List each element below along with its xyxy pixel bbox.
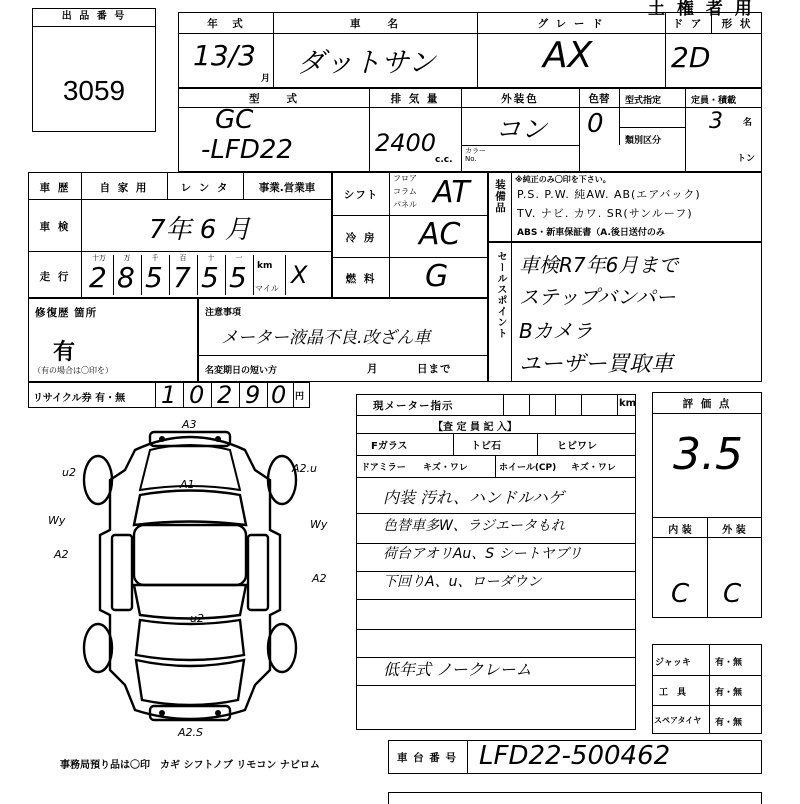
place-label-1k: 千 xyxy=(151,254,159,262)
shape-label: 形 状 xyxy=(721,18,753,30)
accessory-jack-value: 有・無 xyxy=(715,658,743,668)
history-inspection-table xyxy=(28,172,332,298)
chassis-label: 車 台 番 号 xyxy=(397,752,457,764)
place-label-100k: 十万 xyxy=(92,254,106,262)
model-label: 型 式 xyxy=(249,93,299,105)
mileage-digits xyxy=(85,253,325,297)
wheel-options: キズ・ワレ xyxy=(571,463,616,473)
interior-value: C xyxy=(671,579,690,609)
ton-unit: トン xyxy=(737,154,756,164)
mark-top: A3 xyxy=(182,418,197,431)
accessory-tool-label: 工 具 xyxy=(659,688,687,698)
meter-label: 現メーター指示 xyxy=(373,400,454,412)
rating-score: 3.5 xyxy=(673,429,743,480)
mileage-digit-1: 2 xyxy=(89,261,107,294)
inspector-note-3: 荷台アオリAu、S シートヤブリ xyxy=(383,546,583,562)
repair-history-box xyxy=(28,298,198,382)
glass-label: Fガラス xyxy=(371,441,408,452)
rating-box xyxy=(652,392,762,618)
exterior-value: C xyxy=(723,579,742,609)
month-unit: 月 xyxy=(261,74,271,84)
cc-unit: c.c. xyxy=(435,155,453,165)
color-label: 外装色 xyxy=(501,93,539,105)
lot-number-box xyxy=(32,8,156,132)
recycle-digit-3: 2 xyxy=(217,381,233,409)
sales-points-label: セールスポイント xyxy=(495,251,506,339)
model-table xyxy=(178,88,762,172)
shift-option-panel: パネル xyxy=(393,200,417,209)
name-change-month: 月 xyxy=(367,363,380,375)
equipment-note: ※純正のみ〇印を下さい。 xyxy=(515,175,611,184)
capacity-unit: 名 xyxy=(743,118,753,128)
chassis-box xyxy=(388,740,762,774)
equipment-line-1: P.S. P.W. 純AW. AB(エアバック) xyxy=(517,188,701,201)
vehicle-basic-table xyxy=(178,12,762,88)
inspection-value: 7年 6 月 xyxy=(149,215,251,245)
recycle-digit-2: 0 xyxy=(189,381,205,409)
color-no-label: カラー No. xyxy=(465,147,486,163)
sales-point-3: Bカメラ xyxy=(519,319,593,343)
place-label-10k: 万 xyxy=(123,254,131,262)
grade-label: グ レ ー ド xyxy=(537,18,605,30)
exterior-label: 外 装 xyxy=(722,525,746,536)
door-value: 2D xyxy=(671,41,711,74)
mile-unit: マイル xyxy=(255,284,279,293)
aircon-label: 冷 房 xyxy=(345,232,377,244)
mark-inner-front: A1 xyxy=(180,478,195,491)
car-name-label: 車 名 xyxy=(350,18,400,30)
fuel-label: 燃 料 xyxy=(345,273,377,285)
car-name-value: ダットサン xyxy=(297,46,436,79)
mark-left-side: A2 xyxy=(54,548,69,561)
capacity-value: 3 xyxy=(709,109,723,134)
mileage-digit-5: 5 xyxy=(201,261,219,294)
repair-history-note: （有の場合は〇印を） xyxy=(33,366,113,375)
equipment-line-2: TV. ナビ. カワ. SR(サンルーフ) xyxy=(517,207,693,220)
year-label: 年 式 xyxy=(207,18,245,30)
recycle-digit-5: 0 xyxy=(271,381,287,409)
mark-left-front-wheel: Wy xyxy=(48,514,66,527)
interior-label: 内 装 xyxy=(668,525,692,536)
accessories-box xyxy=(652,644,762,734)
mirror-options: キズ・ワレ xyxy=(423,463,468,473)
color-change-label: 色替 xyxy=(588,93,610,105)
accessory-spare-label: スペアタイヤ xyxy=(654,716,702,725)
notes-label: 注意事項 xyxy=(205,308,242,318)
meter-unit: km xyxy=(619,398,637,409)
repair-history-label: 修復歴 箇所 xyxy=(35,307,98,319)
notes-value: メーター液晶不良.改ざん車 xyxy=(221,328,431,348)
displacement-label: 排 気 量 xyxy=(390,93,440,105)
fuel-value: G xyxy=(425,259,449,294)
recycle-unit: 円 xyxy=(295,392,305,402)
history-option-private: 自 家 用 xyxy=(99,182,149,194)
history-option-rental: レ ン タ xyxy=(180,182,230,194)
equipment-box xyxy=(488,172,762,242)
sales-point-1: 車検R7年6月まで xyxy=(519,253,679,277)
capacity-label: 定員・積載 xyxy=(691,96,737,106)
type-spec-label: 型式指定 xyxy=(625,96,662,106)
shift-option-column: コラム xyxy=(393,187,417,196)
history-label: 車 歴 xyxy=(39,182,71,194)
inspector-note-1: 内装 汚れ、ハンドルハゲ xyxy=(383,488,564,507)
lot-number-label: 出 品 番 号 xyxy=(33,9,155,27)
shift-aircon-fuel-table xyxy=(332,172,488,298)
recycle-label: リサイクル券 有・無 xyxy=(33,393,126,404)
inspector-box xyxy=(356,394,636,730)
wheel-label: ホイール(CP) xyxy=(499,463,557,473)
inspector-note-6: 低年式 ノークレーム xyxy=(383,660,532,679)
inspector-note-4: 下回りA、u、ローダウン xyxy=(383,574,542,590)
sales-point-2: ステップバンパー xyxy=(519,285,676,309)
history-option-business: 事業.営業車 xyxy=(258,182,316,194)
car-damage-diagram xyxy=(40,410,350,750)
equipment-line-3: ABS・新車保証書（A.後日送付のみ xyxy=(517,228,665,238)
color-change-value: 0 xyxy=(587,109,604,139)
mileage-label: 走 行 xyxy=(39,271,71,283)
mark-top-left: u2 xyxy=(62,466,76,479)
model-value-line2: -LFD22 xyxy=(201,135,293,165)
inspection-label: 車 検 xyxy=(39,221,71,233)
recycle-digit-4: 9 xyxy=(245,381,261,409)
mark-top-right: A2.u xyxy=(292,462,317,475)
office-items: 事務局預り品は〇印 カギ シフトノブ リモコン ナビロム xyxy=(60,760,320,771)
mark-right-front-wheel: Wy xyxy=(310,518,328,531)
sales-point-4: ユーザー買取車 xyxy=(519,352,674,377)
mileage-digit-3: 5 xyxy=(145,261,163,294)
class-label: 類別区分 xyxy=(625,136,662,146)
name-change-label: 名変期日の短い方 xyxy=(205,366,278,376)
inspector-note-2: 色替車多W、ラジエータもれ xyxy=(383,518,565,534)
place-label-100: 百 xyxy=(179,254,187,262)
door-label: ド ア xyxy=(672,18,704,30)
accessory-tool-value: 有・無 xyxy=(715,688,743,698)
lot-number-value: 3059 xyxy=(62,75,126,106)
rating-label: 評 価 点 xyxy=(682,398,732,410)
km-unit: km xyxy=(257,261,273,271)
inspector-label: 【査 定 員 記 入】 xyxy=(433,422,517,433)
mileage-digit-4: 7 xyxy=(173,261,191,294)
recycle-digit-1: 1 xyxy=(161,381,177,409)
equipment-label: 装備品 xyxy=(494,179,506,214)
displacement-value: 2400 xyxy=(375,129,437,157)
mark-bottom: A2.S xyxy=(178,726,204,739)
shift-value: AT xyxy=(433,175,470,210)
repair-history-value: 有 xyxy=(53,340,76,365)
mark-rear-center: u2 xyxy=(190,612,204,625)
year-value: 13/3 xyxy=(193,39,256,72)
accessory-spare-value: 有・無 xyxy=(715,718,743,728)
place-label-10: 十 xyxy=(207,254,215,262)
aircon-value: AC xyxy=(419,217,461,252)
mark-right-side: A2 xyxy=(312,572,327,585)
bottom-table-edge xyxy=(388,792,762,804)
place-label-1: 一 xyxy=(235,254,243,262)
page-header-title: 土 権 者 用 xyxy=(648,0,755,19)
glass-crack: ヒビワレ xyxy=(557,441,597,452)
color-value: コン xyxy=(495,115,548,145)
name-change-day: 日まで xyxy=(417,363,452,375)
mileage-digit-2: 8 xyxy=(117,261,135,294)
mirror-label: ドアミラー xyxy=(361,463,406,473)
model-value-line1: GC xyxy=(215,105,254,135)
mileage-digit-6: 5 xyxy=(229,261,247,294)
notes-box xyxy=(198,298,488,382)
shift-label: シフト xyxy=(343,189,379,201)
sales-points-box xyxy=(488,242,762,382)
grade-value: AX xyxy=(543,35,593,76)
accessory-jack-label: ジャッキ xyxy=(655,658,691,668)
glass-stone: トビ石 xyxy=(471,441,501,452)
recycle-box xyxy=(28,382,310,408)
chassis-value: LFD22-500462 xyxy=(479,741,671,771)
shift-option-floor: フロア xyxy=(393,174,417,183)
mileage-mark: X xyxy=(291,261,308,289)
